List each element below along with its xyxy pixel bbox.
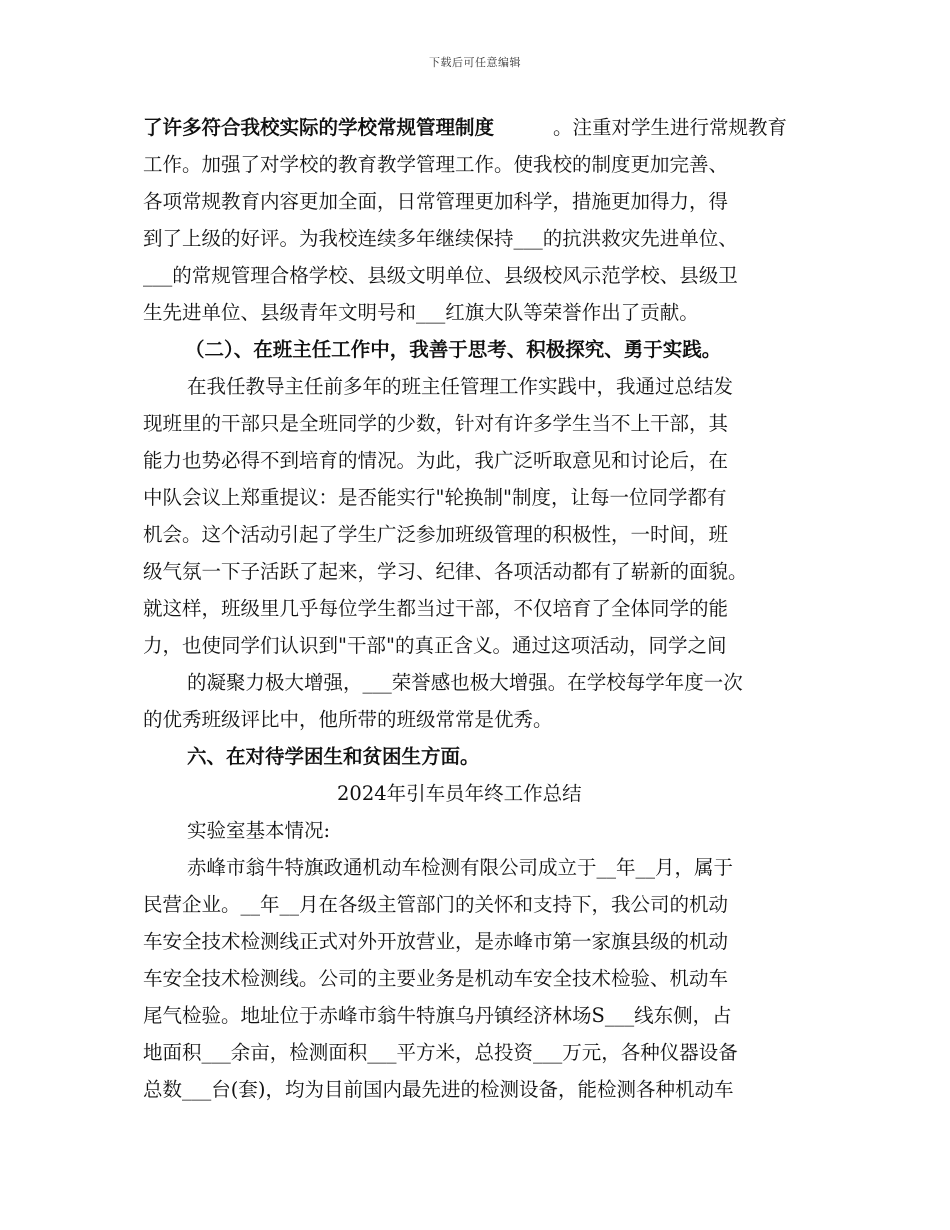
text-line [0,406,950,442]
text-segment: 现班里的干部只是全班同学的少数，针对有许多学生当不上干部，其 [143,412,729,435]
text-segment: 尾气检验。地址位于赤峰市翁牛特旗乌丹镇经济林场S___线东侧，占 [143,1004,732,1027]
text-segment: 机会。这个活动引起了学生广泛参加班级管理的积极性，一时间，班 [143,523,729,546]
text-segment: 赤峰市翁牛特旗政通机动车检测有限公司成立于__年__月，属于 [187,856,734,879]
text-segment: 的优秀班级评比中，他所带的班级常常是优秀。 [143,708,553,731]
text-segment: 在我任教导主任前多年的班主任管理工作实践中，我通过总结发 [187,375,734,398]
text-line [0,517,950,553]
text-line [0,998,950,1034]
text-segment: 车安全技术检测线正式对外开放营业，是赤峰市第一家旗县级的机动 [143,930,729,953]
text-line [0,295,950,331]
text-line [0,221,950,257]
section-heading [0,332,950,368]
text-line [0,147,950,183]
text-line [0,702,950,738]
bold-phrase: 了许多符合我校实际的学校常规管理制度 [143,116,495,139]
text-segment: 民营企业。__年__月在各级主管部门的关怀和支持下，我公司的机动 [143,893,729,916]
text-line [0,1072,950,1108]
text-segment: 。注重对学生进行常规教育 [553,116,788,139]
text-segment: 力，也使同学们认识到"干部"的真正含义。通过这项活动，同学之间 [143,634,727,657]
text-segment: 地面积___余亩，检测面积___平方米，总投资___万元，各种仪器设备 [143,1041,738,1064]
text-line [0,554,950,590]
section-heading [0,739,950,775]
text-line [0,369,950,405]
text-line [0,443,950,479]
text-line [0,887,950,923]
text-line [0,110,950,146]
text-line [0,850,950,886]
text-segment: 中队会议上郑重提议：是否能实行"轮换制"制度，让每一位同学都有 [143,486,727,509]
text-segment: 车安全技术检测线。公司的主要业务是机动车安全技术检验、机动车 [143,967,729,990]
title-text: 2024年引车员年终工作总结 [337,782,582,805]
text-segment: 就这样，班级里几乎每位学生都当过干部，不仅培育了全体同学的能 [143,597,729,620]
text-segment: 总数___台(套)，均为目前国内最先进的检测设备，能检测各种机动车 [143,1078,734,1101]
text-line [0,924,950,960]
heading-text: （二）、在班主任工作中，我善于思考、积极探究、勇于实践。 [185,338,722,361]
text-line [0,184,950,220]
text-line [0,258,950,294]
text-segment: ___的常规管理合格学校、县级文明单位、县级校风示范学校、县级卫 [143,264,738,287]
heading-text: 六、在对待学困生和贫困生方面。 [187,745,480,768]
text-line [0,961,950,997]
text-line [0,1035,950,1071]
page-header: 下载后可任意编辑 [429,56,521,69]
text-line [0,591,950,627]
text-segment: 工作。加强了对学校的教育教学管理工作。使我校的制度更加完善、 [143,153,729,176]
text-segment: 实验室基本情况: [187,819,331,842]
text-segment: 各项常规教育内容更加全面，日常管理更加科学，措施更加得力，得 [143,190,729,213]
text-segment: 能力也势必得不到培育的情况。为此，我广泛听取意见和讨论后，在 [143,449,729,472]
text-segment: 级气氛一下子活跃了起来，学习、纪律、各项活动都有了崭新的面貌。 [143,560,748,583]
text-segment: 生先进单位、县级青年文明号和___红旗大队等荣誉作出了贡献。 [143,301,699,324]
text-line [0,480,950,516]
document-title [0,776,950,812]
text-line [0,813,950,849]
text-line [0,665,950,701]
text-segment: 的凝聚力极大增强，___荣誉感也极大增强。在学校每学年度一次 [187,671,743,694]
text-segment: 到了上级的好评。为我校连续多年继续保持___的抗洪救灾先进单位、 [143,227,738,250]
text-line [0,628,950,664]
